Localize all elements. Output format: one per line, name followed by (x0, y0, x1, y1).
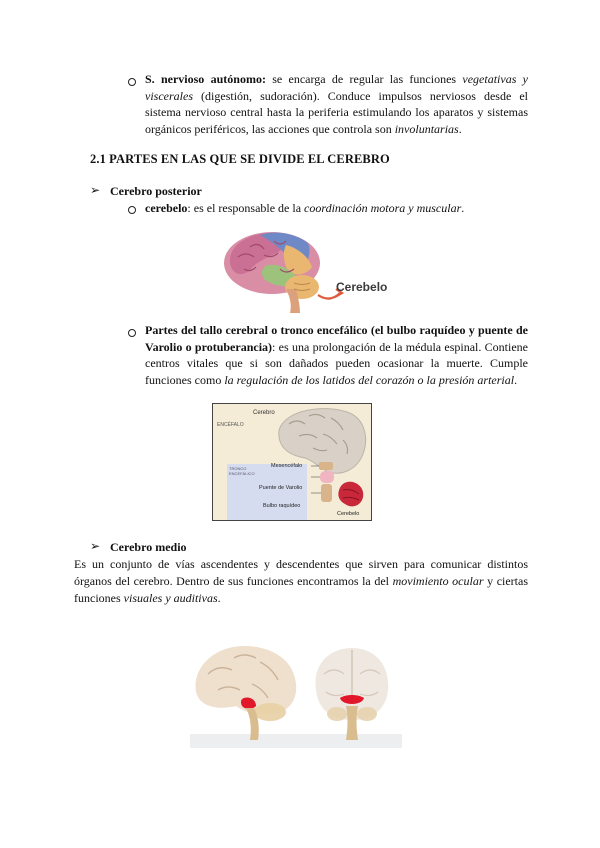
diagram-label-bulbo: Bulbo raquídeo (263, 503, 301, 509)
medio-title: Cerebro medio (110, 540, 187, 554)
tallo-end: . (514, 372, 518, 387)
tallo-term: Partes del tallo cerebral o tronco encefálico (el bulbo raquídeo y puente de Varolio o protuberancia) (145, 323, 528, 354)
arrow-bullet-icon: ➢ (90, 539, 101, 553)
autonomo-term: S. nervioso autónomo: (145, 72, 266, 86)
tallo-text: : es una prolongación de la médula espinal. Contiene centros vitales que si son dañados pueden ocasionar la muerte. Cumple funciones como (145, 339, 529, 387)
medio-text-2: y ciertas funciones (74, 574, 529, 605)
cerebelo-term: cerebelo (145, 201, 188, 215)
diagram-label-puente: Puente de Varolio (259, 485, 303, 491)
brain-icon (190, 640, 402, 748)
medio-italic-2: visuales y auditivas (123, 591, 218, 605)
tallo-italic: la regulación de los latidos del corazón o la presión arterial (224, 372, 515, 387)
section-heading: 2.1 PARTES EN LAS QUE SE DIVIDE EL CEREBRO (90, 152, 390, 166)
diagram-label-cerebelo: Cerebelo (337, 511, 360, 517)
autonomo-paragraph (145, 71, 528, 137)
cerebelo-end: . (461, 201, 465, 215)
cerebelo-italic: coordinación motora y muscular (304, 201, 462, 215)
medio-text-1: Es un conjunto de vías ascendentes y descendentes que sirven para comunicar distintos órganos del cerebro. Dentro de sus funciones encontramos la del (74, 557, 528, 588)
posterior-title: Cerebro posterior (110, 184, 202, 198)
tallo-paragraph (145, 322, 528, 388)
diagram-label-cerebro: Cerebro (253, 410, 275, 416)
brain-cerebelo-illustration (220, 225, 400, 315)
diagram-label-tronco: TRONCO ENCEFÁLICO (229, 466, 255, 476)
medio-paragraph (74, 556, 528, 607)
medio-text-3: . (217, 591, 221, 605)
arrow-bullet-icon: ➢ (90, 183, 101, 197)
diagram-label-encefalo: ENCÉFALO (217, 422, 244, 428)
autonomo-italic-2: involuntarias (394, 121, 459, 136)
midbrain-illustration (190, 640, 402, 748)
medio-italic-1: movimiento ocular (392, 574, 484, 588)
autonomo-text-3: . (458, 121, 462, 136)
diagram-label-mesencefalo: Mesencéfalo (271, 463, 303, 469)
cerebelo-image-label: Cerebelo (336, 280, 388, 294)
cerebelo-paragraph (145, 200, 528, 217)
autonomo-italic-1: vegetativas y viscerales (145, 72, 528, 103)
brain-icon (220, 225, 400, 315)
autonomo-text-1: se encarga de regular las funciones (265, 72, 463, 86)
cerebelo-text: : es el responsable de la (187, 201, 305, 215)
autonomo-text-2: (digestión, sudoración). Conduce impulsos nerviosos desde el sistema nervioso central hasta la periferia estimulando los aparatos y sistemas orgánicos periféricos, las acciones que controla son (145, 88, 528, 136)
circle-bullet (128, 78, 136, 86)
circle-bullet (128, 329, 136, 337)
brainstem-diagram (212, 403, 372, 521)
circle-bullet (128, 206, 136, 214)
